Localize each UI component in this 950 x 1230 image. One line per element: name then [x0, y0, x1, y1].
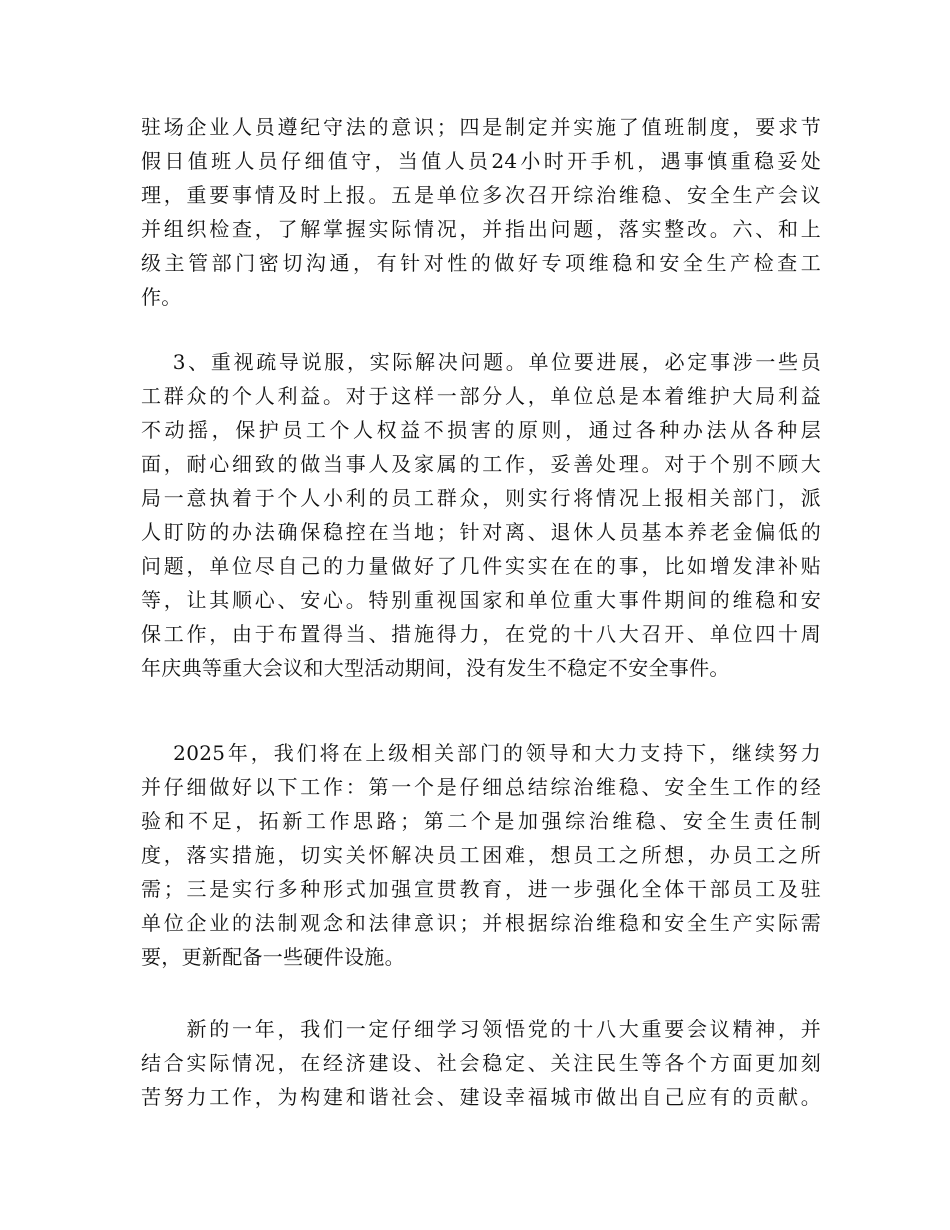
- paragraph-line: 3、重视疏导说服，实际解决问题。单位要进展，必定事涉一些员: [141, 350, 821, 374]
- paragraph-line: 并组织检查，了解掌握实际情况，并指出问题，落实整改。六、和上: [141, 217, 821, 241]
- paragraph-line: 假日值班人员仔细值守，当值人员24小时开手机，遇事慎重稳妥处: [141, 149, 821, 173]
- paragraph-line: 不动摇，保护员工个人权益不损害的原则，通过各种办法从各种层: [141, 418, 821, 442]
- paragraph-line: 驻场企业人员遵纪守法的意识；四是制定并实施了值班制度，要求节: [141, 115, 821, 139]
- paragraph-3: [141, 736, 821, 974]
- paragraph-line: 理，重要事情及时上报。五是单位多次召开综治维稳、安全生产会议: [141, 183, 821, 207]
- paragraph-line: 单位企业的法制观念和法律意识；并根据综治维稳和安全生产实际需: [141, 911, 821, 935]
- paragraph-line: 保工作，由于布置得当、措施得力，在党的十八大召开、单位四十周: [141, 622, 821, 646]
- paragraph-line: 验和不足，拓新工作思路；第二个是加强综治维稳、安全生责任制: [141, 809, 821, 833]
- paragraph-line: 级主管部门密切沟通，有针对性的做好专项维稳和安全生产检查工: [141, 251, 821, 275]
- paragraph-line: 作。: [141, 285, 182, 309]
- paragraph-line: 要，更新配备一些硬件设施。: [141, 945, 405, 969]
- paragraph-line: 结合实际情况，在经济建设、社会稳定、关注民生等各个方面更加刻: [141, 1051, 821, 1075]
- paragraph-line: 等，让其顺心、安心。特别重视国家和单位重大事件期间的维稳和安: [141, 588, 821, 612]
- paragraph-line: 2025年，我们将在上级相关部门的领导和大力支持下，继续努力: [141, 741, 821, 765]
- paragraph-line: 年庆典等重大会议和大型活动期间，没有发生不稳定不安全事件。: [141, 656, 730, 680]
- paragraph-line: 面，耐心细致的做当事人及家属的工作，妥善处理。对于个别不顾大: [141, 452, 821, 476]
- paragraph-1: [141, 110, 821, 314]
- paragraph-line: 新的一年，我们一定仔细学习领悟党的十八大重要会议精神，并: [141, 1017, 821, 1041]
- paragraph-line: 苦努力工作，为构建和谐社会、建设幸福城市做出自己应有的贡献。: [141, 1085, 821, 1109]
- paragraph-line: 并仔细做好以下工作：第一个是仔细总结综治维稳、安全生工作的经: [141, 775, 821, 799]
- paragraph-line: 工群众的个人利益。对于这样一部分人，单位总是本着维护大局利益: [141, 384, 821, 408]
- paragraph-4: [141, 1012, 821, 1114]
- paragraph-line: 需；三是实行多种形式加强宣贯教育，进一步强化全体干部员工及驻: [141, 877, 821, 901]
- paragraph-line: 度，落实措施，切实关怀解决员工困难，想员工之所想，办员工之所: [141, 843, 821, 867]
- paragraph-line: 人盯防的办法确保稳控在当地；针对离、退休人员基本养老金偏低的: [141, 520, 821, 544]
- paragraph-2: [141, 345, 821, 685]
- paragraph-line: 问题，单位尽自己的力量做好了几件实实在在的事，比如增发津补贴: [141, 554, 821, 578]
- paragraph-line: 局一意执着于个人小利的员工群众，则实行将情况上报相关部门，派: [141, 486, 821, 510]
